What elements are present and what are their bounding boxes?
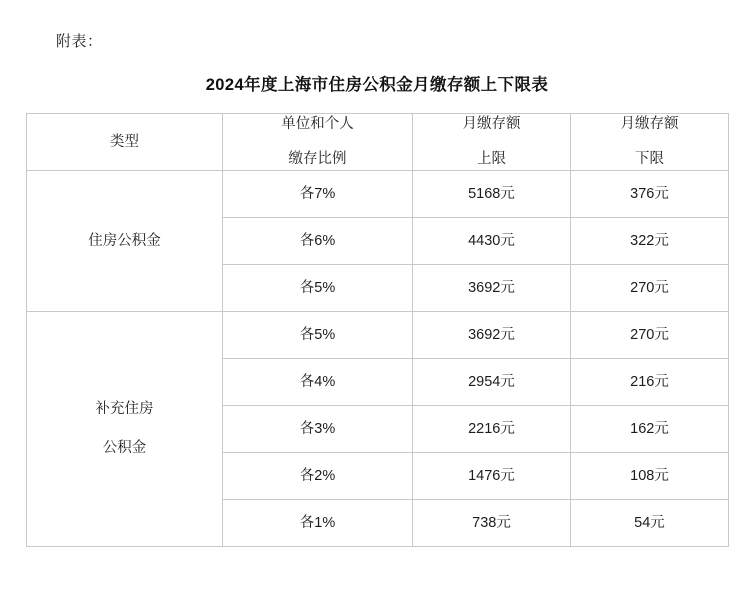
cell-ratio: 各5% [223, 265, 413, 312]
group-label-line2: 公积金 [102, 440, 147, 457]
contribution-limits-table [26, 113, 729, 547]
cell-upper: 2954元 [413, 359, 571, 406]
cell-lower: 108元 [571, 453, 729, 500]
group-label-line1: 住房公积金 [88, 232, 161, 249]
header-ratio-line1: 单位和个人 [281, 116, 354, 132]
cell-upper: 3692元 [413, 265, 571, 312]
cell-upper: 738元 [413, 500, 571, 547]
header-ratio [223, 114, 413, 171]
cell-ratio: 各7% [223, 171, 413, 218]
cell-lower: 270元 [571, 265, 729, 312]
cell-ratio: 各6% [223, 218, 413, 265]
group-label-housing-fund [27, 171, 223, 312]
cell-ratio: 各3% [223, 406, 413, 453]
cell-lower: 216元 [571, 359, 729, 406]
cell-lower: 270元 [571, 312, 729, 359]
group-label-supplementary-fund [27, 312, 223, 547]
table-row [27, 171, 729, 218]
header-upper-limit [413, 114, 571, 171]
header-type: 类型 [27, 114, 223, 171]
cell-ratio: 各2% [223, 453, 413, 500]
table-header-row [27, 114, 729, 171]
header-lower-line1: 月缴存额 [620, 116, 679, 132]
cell-ratio: 各5% [223, 312, 413, 359]
page-title: 2024年度上海市住房公积金月缴存额上下限表 [205, 76, 549, 94]
header-lower-limit [571, 114, 729, 171]
header-lower-line2: 下限 [635, 151, 664, 168]
attachment-label: 附表： [56, 33, 103, 50]
cell-upper: 4430元 [413, 218, 571, 265]
cell-lower: 322元 [571, 218, 729, 265]
cell-upper: 1476元 [413, 453, 571, 500]
cell-ratio: 各1% [223, 500, 413, 547]
group-label-line1: 补充住房 [95, 401, 154, 418]
cell-lower: 54元 [571, 500, 729, 547]
header-ratio-line2: 缴存比例 [288, 151, 347, 168]
cell-upper: 3692元 [413, 312, 571, 359]
cell-upper: 2216元 [413, 406, 571, 453]
cell-lower: 162元 [571, 406, 729, 453]
cell-lower: 376元 [571, 171, 729, 218]
cell-ratio: 各4% [223, 359, 413, 406]
header-upper-line2: 上限 [477, 151, 506, 168]
header-upper-line1: 月缴存额 [462, 116, 521, 132]
table-row [27, 312, 729, 359]
cell-upper: 5168元 [413, 171, 571, 218]
